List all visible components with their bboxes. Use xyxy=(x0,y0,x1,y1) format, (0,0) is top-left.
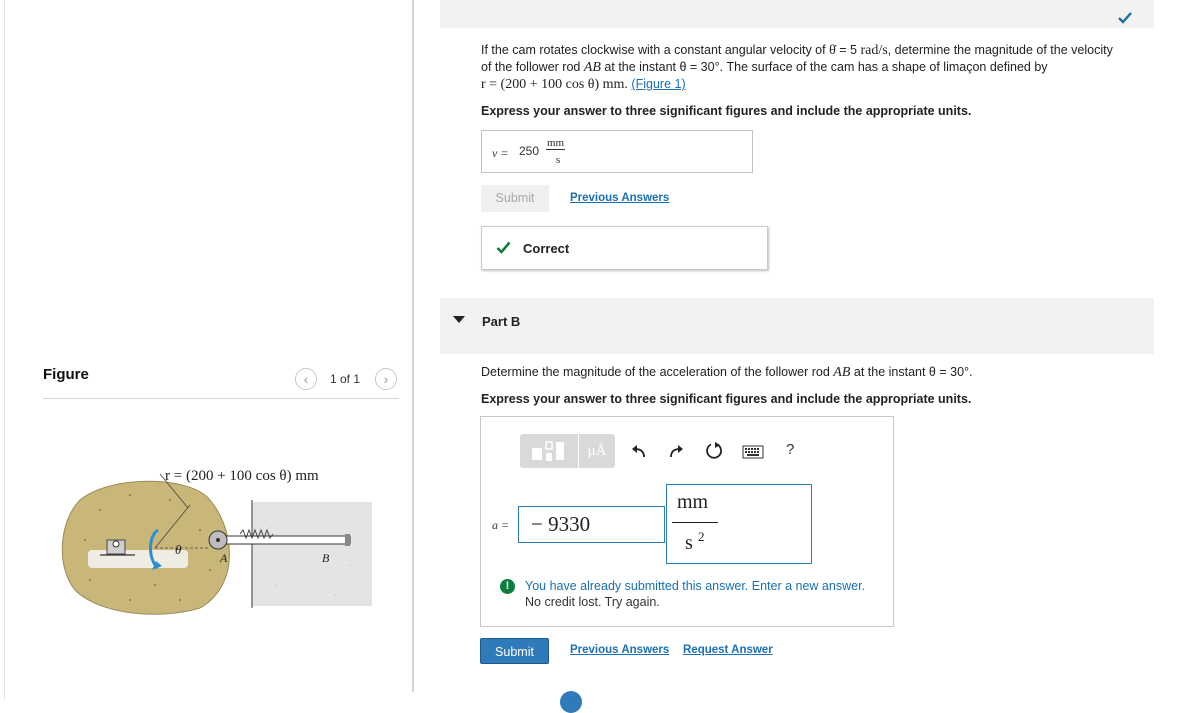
templates-button[interactable] xyxy=(520,434,578,468)
cam-body xyxy=(62,481,229,614)
problem-text-part: , determine the magnitude of the velocity xyxy=(887,43,1113,57)
chevron-left-icon: ‹ xyxy=(303,371,309,387)
help-button[interactable]: ? xyxy=(786,441,795,458)
part-a-variable: v = xyxy=(492,146,509,160)
part-a-previous-answers-link[interactable]: Previous Answers xyxy=(570,192,670,204)
correct-feedback-text: Correct xyxy=(523,241,570,256)
part-a-unit-denominator: s xyxy=(556,154,561,166)
figure-caption: r = (200 + 100 cos θ) mm xyxy=(165,468,319,484)
units-button[interactable]: μÅ xyxy=(579,434,615,468)
angular-rate-unit: rad/s xyxy=(860,43,888,58)
figure-prev-button[interactable] xyxy=(295,368,317,390)
figure-next-button[interactable] xyxy=(375,368,397,390)
part-a-answer-value: 250 xyxy=(519,144,540,158)
theta-dot: θ̇ xyxy=(829,43,836,58)
figure-page-indicator: 1 of 1 xyxy=(330,372,361,386)
figure-link[interactable]: (Figure 1) xyxy=(631,77,686,91)
caret-down-icon[interactable] xyxy=(453,316,465,323)
problem-text-part: = 5 xyxy=(835,43,861,57)
left-edge-line xyxy=(4,0,5,700)
point-a-label: A xyxy=(220,551,228,565)
warning-message: You have already submitted this answer. Enter a new answer. xyxy=(525,579,866,593)
problem-text-part: at the instant θ = 30°. The surface of the cam has a shape of limaçon defined by xyxy=(600,60,1048,74)
cam-follower-figure xyxy=(60,470,380,620)
problem-text-part: of the follower rod xyxy=(481,60,584,74)
fraction-bar xyxy=(672,522,718,523)
reset-icon[interactable] xyxy=(703,440,725,462)
keyboard-icon[interactable] xyxy=(742,445,764,459)
templates-icon xyxy=(520,434,578,468)
wall-block xyxy=(252,502,372,606)
problem-text-part: If the cam rotates clockwise with a constant angular velocity of xyxy=(481,43,830,57)
part-b-title[interactable]: Part B xyxy=(482,314,521,329)
correct-check-icon xyxy=(496,241,511,254)
ground-slot xyxy=(88,550,188,568)
question-text-part: Determine the magnitude of the acceleration of the follower rod xyxy=(481,365,834,379)
part-b-unit-exponent[interactable]: 2 xyxy=(698,529,705,544)
part-b-question xyxy=(481,365,973,381)
cam-equation: r = (200 + 100 cos θ) mm. xyxy=(481,77,628,92)
part-a-instructions: Express your answer to three significant figures and include the appropriate units. xyxy=(481,104,972,118)
part-b-submit-button[interactable]: Submit xyxy=(480,638,549,664)
panel-divider[interactable] xyxy=(412,0,414,692)
problem-statement xyxy=(481,42,1156,93)
checkmark-icon xyxy=(1118,12,1132,24)
follower-rod xyxy=(220,536,350,544)
part-a-header xyxy=(440,0,1154,28)
part-b-header[interactable] xyxy=(440,298,1154,354)
next-part-indicator xyxy=(560,691,582,713)
request-answer-link[interactable]: Request Answer xyxy=(683,644,773,656)
redo-icon[interactable] xyxy=(665,441,687,463)
figure-divider xyxy=(43,398,399,399)
part-b-unit-denominator[interactable]: s xyxy=(685,532,693,554)
figure-heading: Figure xyxy=(43,366,89,383)
part-a-submit-button: Submit xyxy=(481,185,549,212)
part-b-answer-value[interactable]: − 9330 xyxy=(531,512,591,536)
warning-icon: ! xyxy=(500,579,515,594)
theta-label: θ xyxy=(175,542,182,557)
rod-label: AB xyxy=(583,60,601,75)
point-b-label: B xyxy=(322,551,330,565)
part-b-variable: a = xyxy=(492,518,510,532)
part-b-unit-numerator[interactable]: mm xyxy=(677,491,709,513)
rod-label: AB xyxy=(833,365,851,380)
warning-submessage: No credit lost. Try again. xyxy=(525,595,660,609)
part-b-instructions: Express your answer to three significant figures and include the appropriate units. xyxy=(481,392,972,406)
chevron-right-icon: › xyxy=(383,371,389,387)
part-a-unit-numerator: mm xyxy=(547,137,565,149)
undo-icon[interactable] xyxy=(628,441,650,463)
part-b-previous-answers-link[interactable]: Previous Answers xyxy=(570,644,670,656)
question-text-part: at the instant θ = 30°. xyxy=(850,365,973,379)
